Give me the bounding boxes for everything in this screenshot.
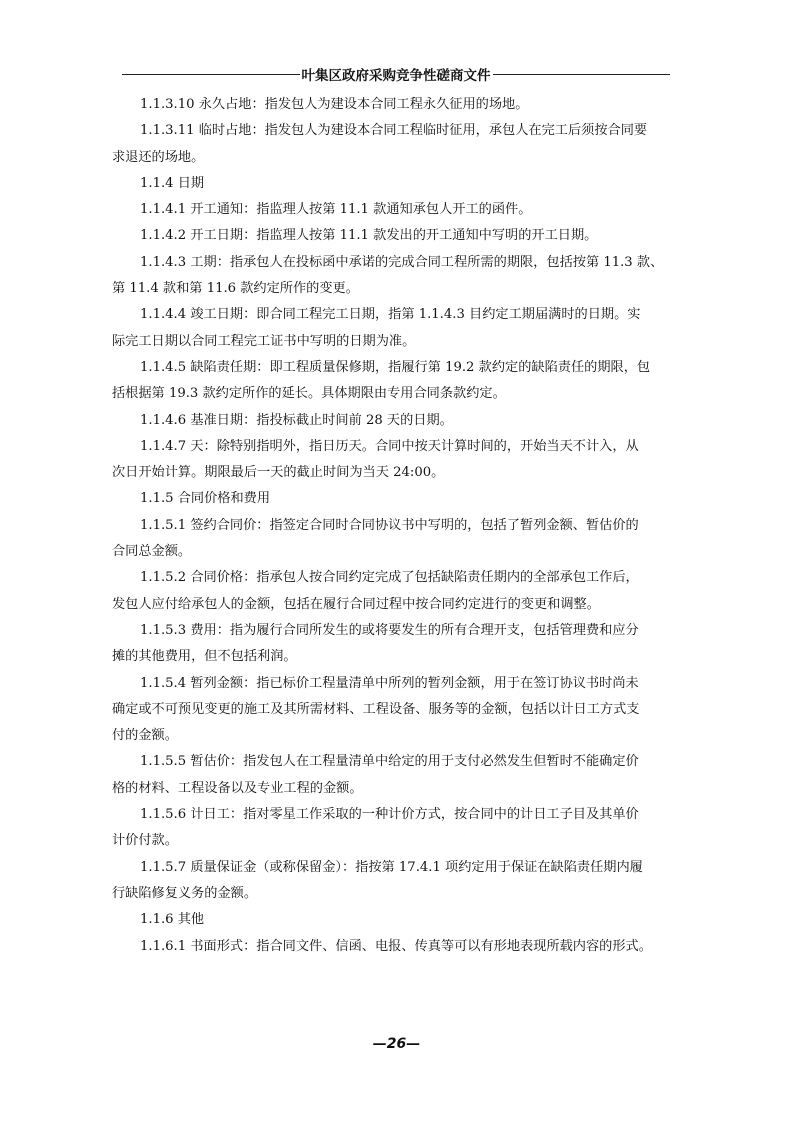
text-line: 1.1.5.2 合同价格：指承包人按合同约定完成了包括缺陷责任期内的全部承包工作后，: [140, 570, 639, 586]
text-line: 付的金额。: [112, 728, 178, 744]
text-line: 发包人应付给承包人的金额，包括在履行合同过程中按合同约定进行的变更和调整。: [112, 596, 600, 612]
text-line: 1.1.5 合同价格和费用: [140, 491, 271, 507]
text-line: 1.1.5.1 签约合同价：指签定合同时合同协议书中写明的，包括了暂列金额、暂估价的: [140, 517, 639, 533]
page-number: —26—: [372, 1036, 421, 1052]
text-line: 1.1.3.11 临时占地：指发包人为建设本合同工程临时征用，承包人在完工后须按合同要: [140, 123, 648, 139]
text-line: 1.1.5.3 费用：指为履行合同所发生的或将要发生的所有合理开支，包括管理费和应分: [140, 622, 639, 638]
text-line: 1.1.6.1 书面形式：指合同文件、信函、电报、传真等可以有形地表现所载内容的形式。: [140, 938, 652, 954]
text-line: 求退还的场地。: [112, 149, 205, 165]
text-line: 1.1.4.6 基准日期：指投标截止时间前 28 天的日期。: [140, 412, 453, 428]
text-line: 1.1.4.1 开工通知：指监理人按第 11.1 款通知承包人开工的函件。: [140, 202, 532, 218]
text-line: 确定或不可预见变更的施工及其所需材料、工程设备、服务等的金额，包括以计日工方式支: [112, 701, 640, 717]
text-line: 行缺陷修复义务的金额。: [112, 885, 258, 901]
text-line: 1.1.6 其他: [140, 912, 205, 928]
text-line: 1.1.3.10 永久占地：指发包人为建设本合同工程永久征用的场地。: [140, 97, 529, 112]
header-title: 叶集区政府采购竞争性磋商文件: [301, 68, 491, 84]
header-rule-left: [122, 74, 300, 75]
text-line: 次日开始计算。期限最后一天的截止时间为当天 24:00。: [112, 465, 445, 481]
text-line: 第 11.4 款和第 11.6 款约定所作的变更。: [112, 281, 359, 297]
text-line: 1.1.4.4 竣工日期：即合同工程完工日期，指第 1.1.4.3 目约定工期届满时的日期。实: [140, 307, 641, 323]
text-line: 1.1.4.2 开工日期：指监理人按第 11.1 款发出的开工通知中写明的开工日期。: [140, 228, 598, 244]
text-line: 括根据第 19.3 款约定所作的延长。具体期限由专用合同条款约定。: [112, 386, 506, 402]
text-line: 1.1.4.5 缺陷责任期：即工程质量保修期，指履行第 19.2 款约定的缺陷责任的期限，包: [140, 359, 651, 375]
text-line: 1.1.4.7 天：除特别指明外，指日历天。合同中按天计算时间的，开始当天不计入，从: [140, 438, 639, 454]
text-line: 1.1.4 日期: [140, 175, 205, 191]
document-body: [112, 92, 684, 960]
text-line: 际完工日期以合同工程完工证书中写明的日期为准。: [112, 333, 416, 349]
text-line: 1.1.5.7 质量保证金（或称保留金）：指按第 17.4.1 项约定用于保证在缺陷责任期内履: [140, 859, 643, 875]
text-line: 1.1.5.5 暂估价：指发包人在工程量清单中给定的用于支付必然发生但暂时不能确定价: [140, 754, 639, 770]
header-rule-right: [493, 74, 671, 75]
text-line: 合同总金额。: [112, 544, 192, 560]
text-line: 1.1.4.3 工期：指承包人在投标函中承诺的完成合同工程所需的期限，包括按第 11.3 款、: [140, 254, 664, 270]
text-line: 1.1.5.4 暂列金额：指已标价工程量清单中所列的暂列金额，用于在签订协议书时尚未: [140, 675, 639, 691]
text-line: 1.1.5.6 计日工：指对零星工作采取的一种计价方式，按合同中的计日工子目及其单价: [140, 807, 639, 823]
text-line: 计价付款。: [112, 833, 178, 849]
page-header: [122, 64, 670, 84]
text-line: 格的材料、工程设备以及专业工程的金额。: [112, 780, 363, 796]
text-line: 摊的其他费用，但不包括利润。: [112, 649, 297, 665]
